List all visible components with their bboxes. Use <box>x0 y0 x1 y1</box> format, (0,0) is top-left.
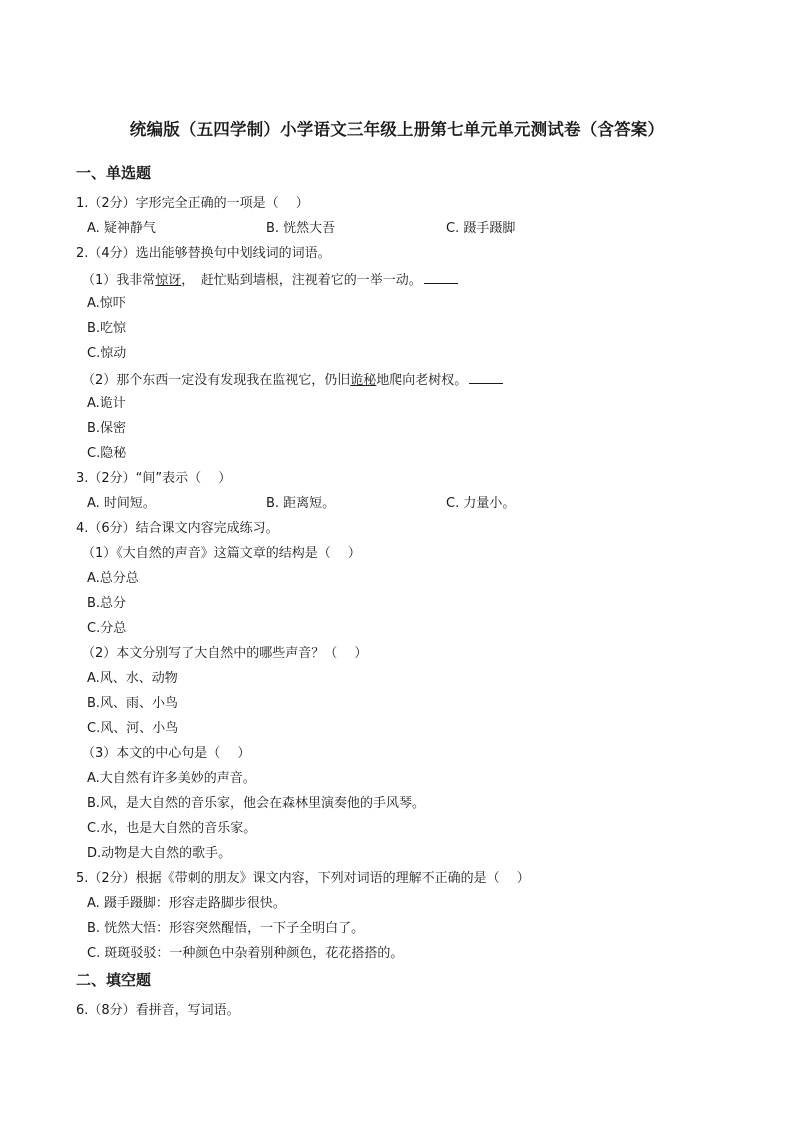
question-2-stem: 2.（4分）选出能够替换句中划线词的词语。 <box>76 246 331 261</box>
question-2-sub-2-option-a: A.诡计 <box>87 396 126 411</box>
question-4-sub-3-option-a: A.大自然有许多美妙的声音。 <box>87 771 256 786</box>
question-4-sub-2-option-c: C.风、河、小鸟 <box>87 721 179 736</box>
question-4-sub-1-option-b: B.总分 <box>87 596 127 611</box>
answer-blank <box>424 271 458 284</box>
sub-2-text-after: 地爬向老树杈。 <box>376 373 468 388</box>
question-4-stem: 4.（6分）结合课文内容完成练习。 <box>76 521 279 536</box>
question-1-option-a: A. 疑神静气 <box>87 221 156 236</box>
question-2-sub-1-option-b: B.吃惊 <box>87 321 127 336</box>
question-3-option-a: A. 时间短。 <box>87 496 156 511</box>
underlined-word: 诡秘 <box>350 373 377 388</box>
question-5-option-c: C. 斑斑驳驳：一种颜色中杂着别种颜色，花花搭搭的。 <box>87 946 404 961</box>
question-4-sub-3: （3）本文的中心句是（ ） <box>82 746 251 761</box>
question-4-sub-3-option-d: D.动物是大自然的歌手。 <box>87 846 232 861</box>
question-1-stem: 1.（2分）字形完全正确的一项是（ ） <box>76 196 309 211</box>
question-4-sub-2-option-b: B.风、雨、小鸟 <box>87 696 179 711</box>
page-title: 统编版（五四学制）小学语文三年级上册第七单元单元测试卷（含答案） <box>129 120 665 139</box>
question-4-sub-1: （1）《大自然的声音》这篇文章的结构是（ ） <box>82 546 361 561</box>
question-4-sub-1-option-a: A.总分总 <box>87 571 139 586</box>
question-4-sub-2: （2）本文分别写了大自然中的哪些声音？（ ） <box>82 646 368 661</box>
question-5-stem: 5.（2分）根据《带刺的朋友》课文内容，下列对词语的理解不正确的是（ ） <box>76 871 530 886</box>
question-4-sub-2-option-a: A.风、水、动物 <box>87 671 178 686</box>
question-3-stem: 3.（2分）“间”表示（ ） <box>76 471 232 486</box>
sub-1-text-after: ， 赶忙贴到墙根，注视着它的一举一动。 <box>181 273 422 288</box>
question-3-option-b: B. 距离短。 <box>266 496 336 511</box>
section-heading-single-choice: 一、单选题 <box>76 164 152 182</box>
question-2-sub-1-option-a: A.惊吓 <box>87 296 126 311</box>
question-2-sub-2-option-c: C.隐秘 <box>87 446 127 461</box>
sub-2-text-before: （2）那个东西一定没有发现我在监视它，仍旧 <box>82 373 351 388</box>
question-2-sub-1-option-c: C.惊动 <box>87 346 127 361</box>
question-4-sub-1-option-c: C.分总 <box>87 621 127 636</box>
question-4-sub-3-option-c: C.水，也是大自然的音乐家。 <box>87 821 257 836</box>
sub-1-text-before: （1）我非常 <box>82 273 156 288</box>
question-2-sub-1 <box>82 271 458 289</box>
question-2-sub-2-option-b: B.保密 <box>87 421 127 436</box>
question-5-option-b: B. 恍然大悟：形容突然醒悟，一下子全明白了。 <box>87 921 365 936</box>
answer-blank <box>469 371 503 384</box>
question-2-sub-2 <box>82 371 503 389</box>
question-5-option-a: A. 蹑手蹑脚：形容走路脚步很快。 <box>87 896 286 911</box>
question-1-option-b: B. 恍然大吾 <box>266 221 336 236</box>
underlined-word: 惊讶 <box>155 273 182 288</box>
question-6-stem: 6.（8分）看拼音，写词语。 <box>76 1003 240 1018</box>
question-4-sub-3-option-b: B.风，是大自然的音乐家，他会在森林里演奏他的手风琴。 <box>87 796 426 811</box>
question-1-option-c: C. 蹑手蹑脚 <box>446 221 516 236</box>
section-heading-fill-in: 二、填空题 <box>76 971 152 989</box>
question-3-option-c: C. 力量小。 <box>446 496 516 511</box>
